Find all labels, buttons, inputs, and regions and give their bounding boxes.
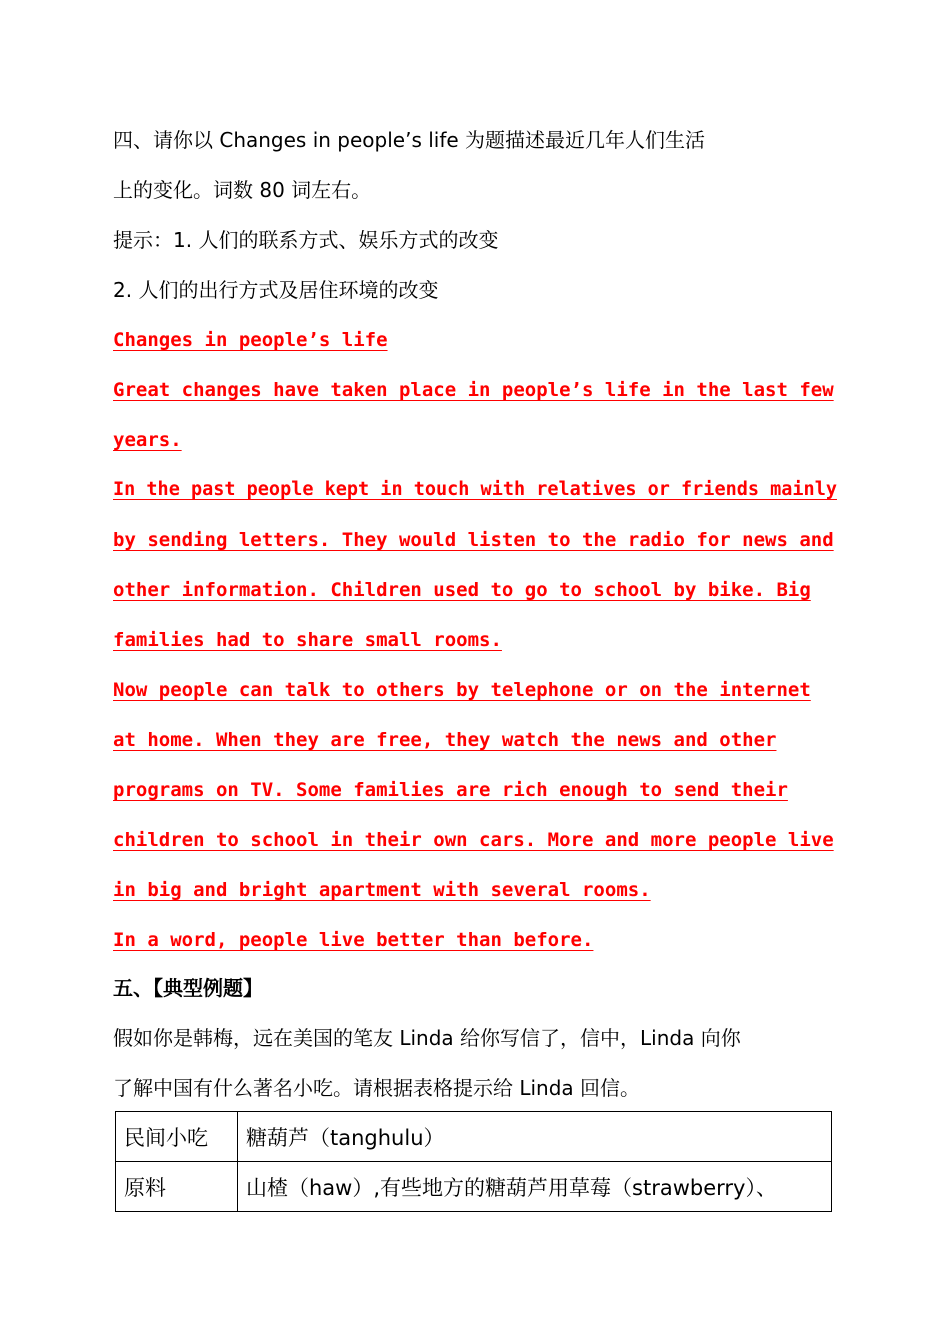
hint-line-1: 提示：1. 人们的联系方式、娱乐方式的改变 bbox=[113, 228, 499, 252]
snack-info-table bbox=[115, 1111, 832, 1212]
table-row bbox=[116, 1162, 832, 1212]
hint-line-2: 2. 人们的出行方式及居住环境的改变 bbox=[113, 278, 439, 302]
table-cell-value: 糖葫芦（tanghulu） bbox=[238, 1112, 832, 1162]
essay-line: In the past people kept in touch with relatives or friends mainly bbox=[113, 479, 837, 500]
essay-conclusion: In a word, people live better than before. bbox=[113, 929, 594, 951]
table-cell-label: 原料 bbox=[116, 1162, 238, 1212]
essay-line: families had to share small rooms. bbox=[113, 629, 502, 651]
essay-line: by sending letters. They would listen to the radio for news and bbox=[113, 529, 834, 551]
essay-line: in big and bright apartment with several rooms. bbox=[113, 879, 651, 901]
table-cell-label: 民间小吃 bbox=[116, 1112, 238, 1162]
essay-line: programs on TV. Some families are rich enough to send their bbox=[113, 779, 788, 801]
question-4-line-2: 上的变化。词数 80 词左右。 bbox=[113, 178, 372, 202]
essay-line: years. bbox=[113, 429, 182, 451]
table-row bbox=[116, 1112, 832, 1162]
example-prompt-line-2: 了解中国有什么著名小吃。请根据表格提示给 Linda 回信。 bbox=[113, 1076, 641, 1100]
essay-line: Great changes have taken place in people’s life in the last few bbox=[113, 379, 834, 401]
example-prompt-line-1: 假如你是韩梅，远在美国的笔友 Linda 给你写信了，信中，Linda 向你 bbox=[113, 1026, 741, 1050]
essay-line: at home. When they are free, they watch the news and other bbox=[113, 729, 777, 751]
question-4-line-1: 四、请你以 Changes in people’s life 为题描述最近几年人们生活 bbox=[113, 128, 706, 152]
essay-line: Now people can talk to others by telephone or on the internet bbox=[113, 679, 811, 701]
essay-title: Changes in people’s life bbox=[113, 329, 388, 351]
essay-line: children to school in their own cars. More and more people live bbox=[113, 829, 834, 851]
section-5-heading: 五、【典型例题】 bbox=[113, 976, 263, 1000]
table-cell-value: 山楂（haw）,有些地方的糖葫芦用草莓（strawberry）、 bbox=[238, 1162, 832, 1212]
essay-line: other information. Children used to go to school by bike. Big bbox=[113, 579, 811, 601]
